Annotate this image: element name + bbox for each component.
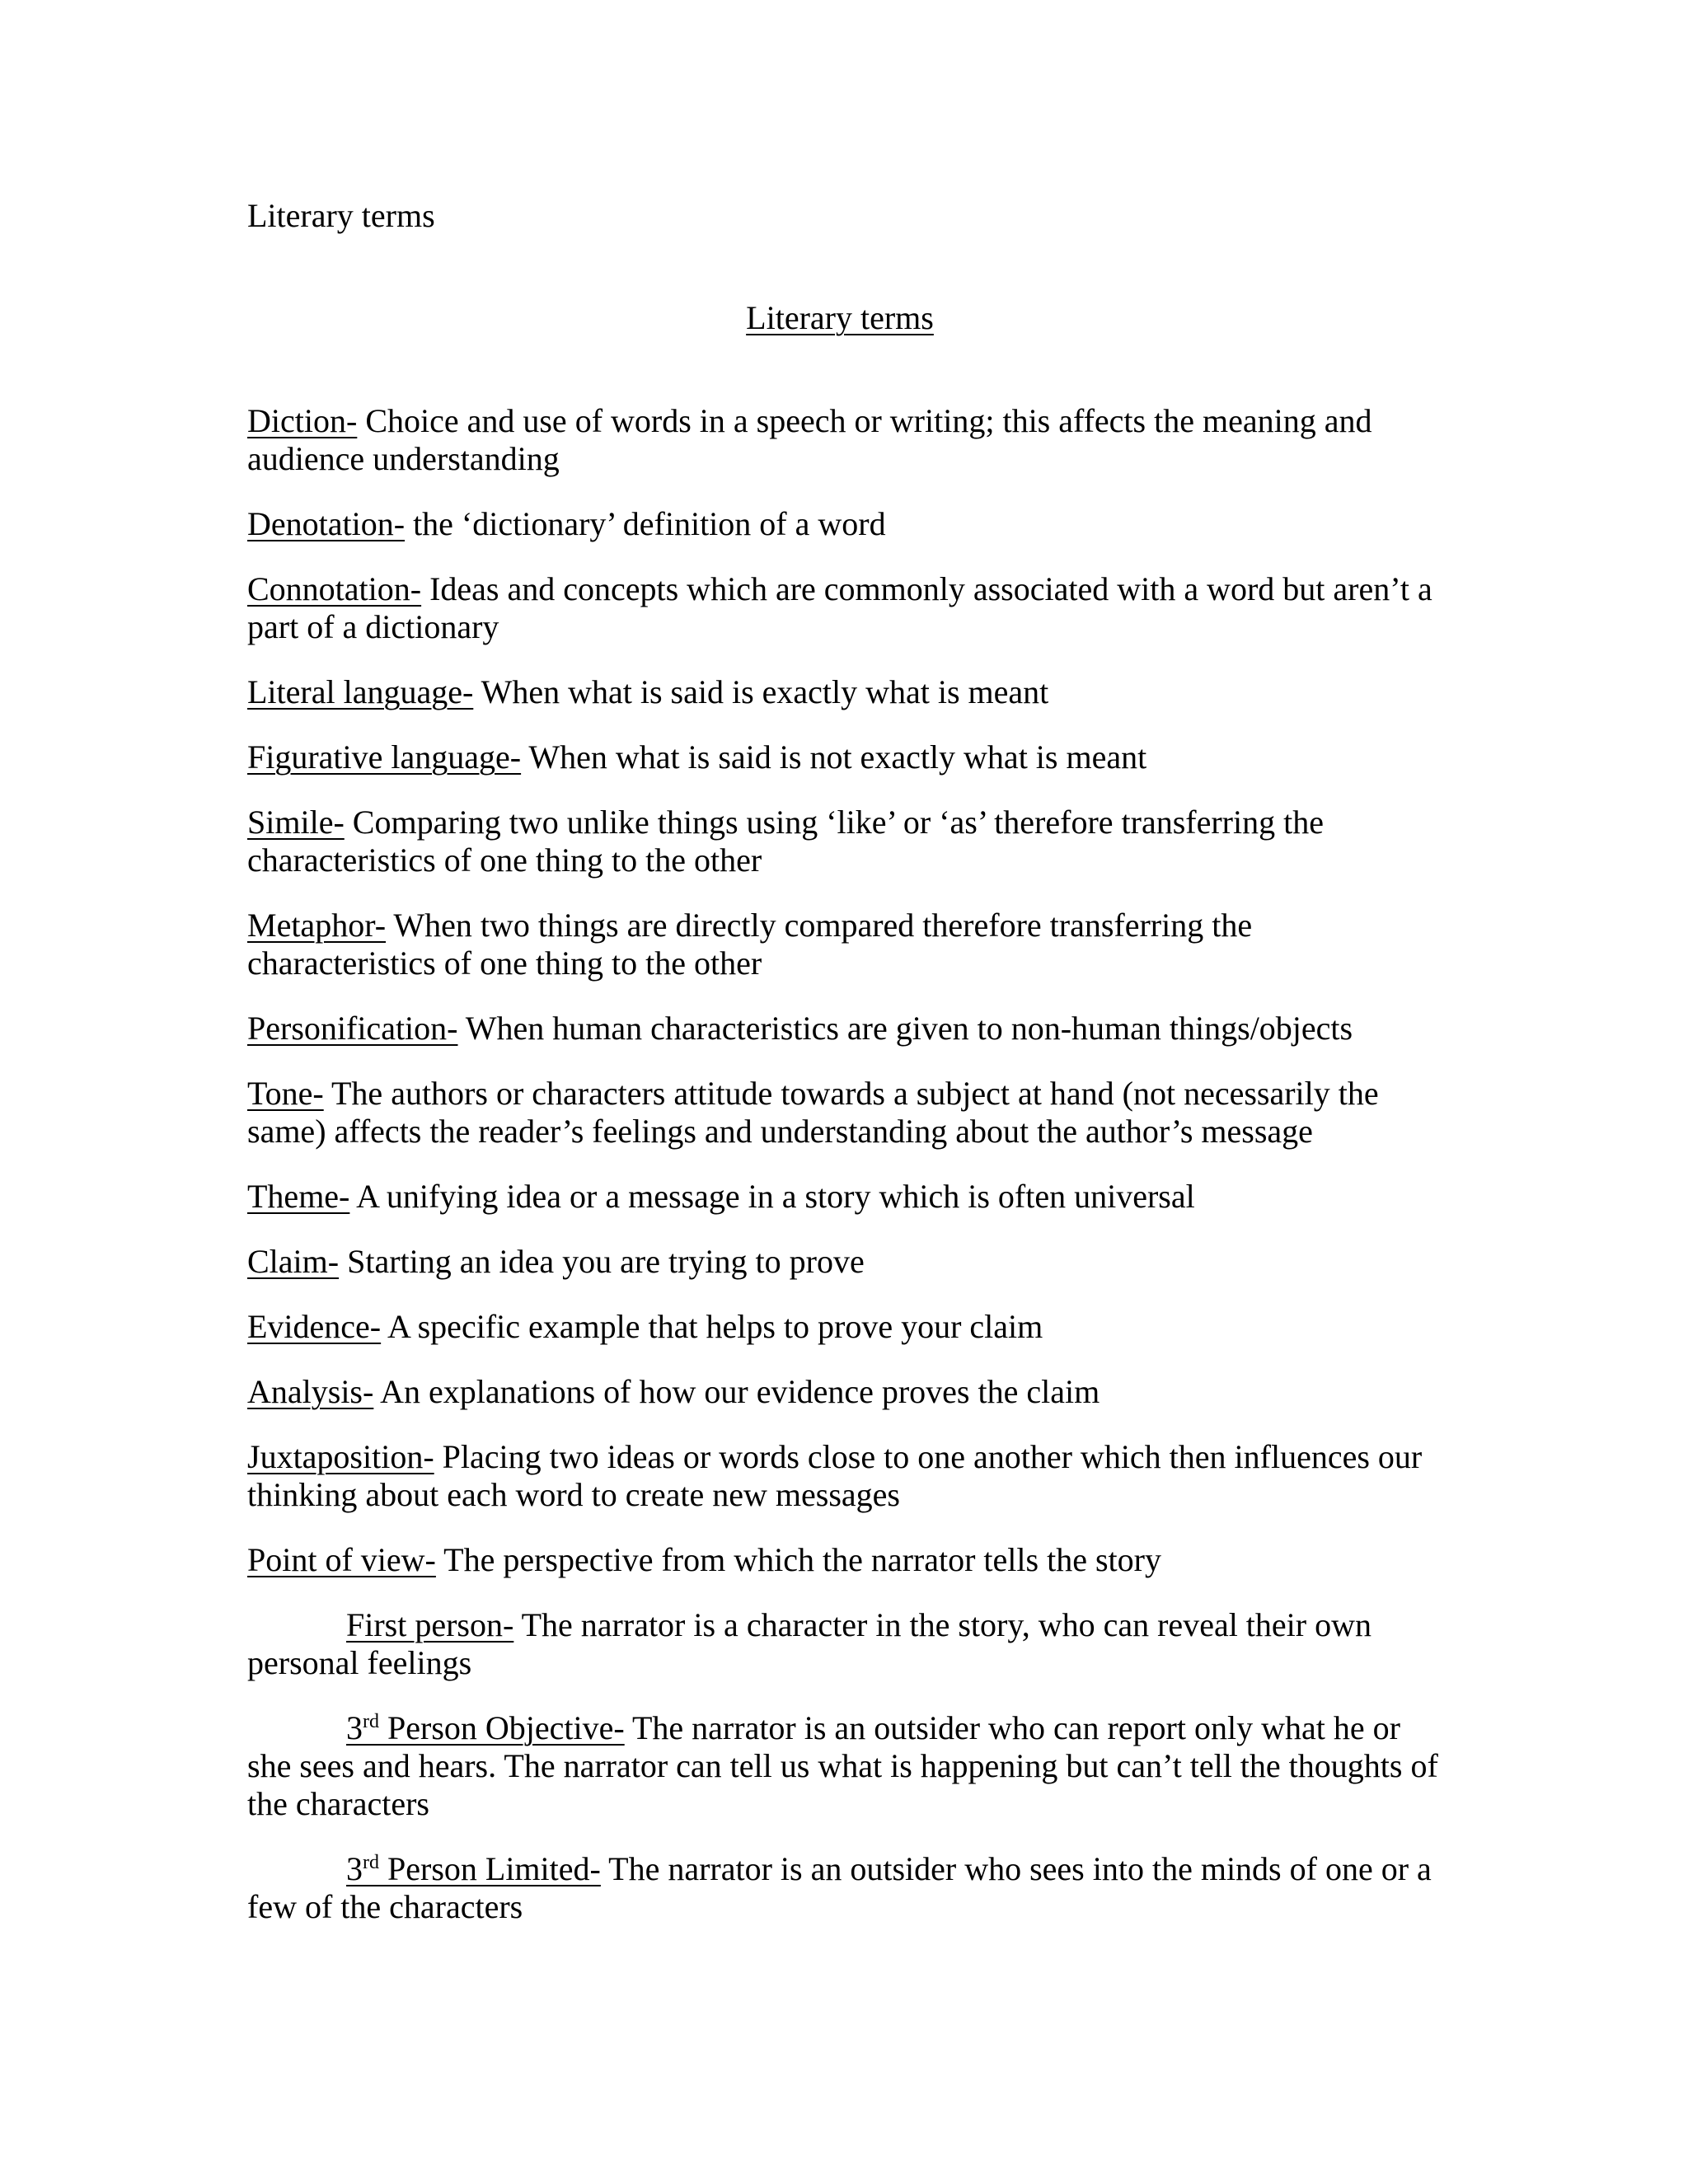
sub-term-entry-third-person-objective [247, 1709, 1442, 1823]
term-entry-evidence [247, 1308, 1442, 1346]
term-label: Connotation- [247, 570, 422, 607]
term-label: Personification- [247, 1010, 458, 1047]
term-label-rest: Person Objective- [379, 1709, 625, 1746]
term-label: Tone- [247, 1075, 324, 1112]
term-definition: A specific example that helps to prove your claim [387, 1308, 1043, 1345]
term-label-rest: Person Limited- [379, 1850, 601, 1887]
term-label: Diction- [247, 402, 358, 439]
page-header: Literary terms [247, 197, 435, 234]
term-label: Juxtaposition- [247, 1438, 434, 1475]
term-label: Simile- [247, 804, 345, 841]
term-entry-connotation [247, 570, 1442, 646]
term-label: Theme- [247, 1178, 350, 1215]
term-entry-literal-language [247, 673, 1442, 711]
term-definition: When two things are directly compared therefore transferring the characteristics of one thing to the other [247, 907, 1253, 982]
term-label [346, 1850, 601, 1887]
term-definition: Placing two ideas or words close to one another which then influences our thinking about each word to create new messages [247, 1438, 1423, 1513]
term-label: Literal language- [247, 673, 474, 710]
term-definition: When what is said is exactly what is meant [481, 673, 1049, 710]
term-number: 3 [346, 1709, 363, 1746]
term-superscript: rd [363, 1711, 379, 1732]
term-definition: The narrator is an outsider who sees into the minds of one or a few of the characters [247, 1850, 1432, 1925]
term-entry-diction [247, 402, 1442, 478]
term-definition: Starting an idea you are trying to prove [347, 1243, 865, 1280]
term-label: Metaphor- [247, 907, 387, 944]
term-label: Analysis- [247, 1373, 374, 1410]
term-definition: The perspective from which the narrator tells the story [443, 1541, 1161, 1578]
term-entry-tone [247, 1075, 1442, 1151]
term-entry-point-of-view [247, 1541, 1442, 1579]
term-definition: When what is said is not exactly what is meant [528, 738, 1147, 776]
term-definition: A unifying idea or a message in a story which is often universal [356, 1178, 1195, 1215]
term-definition: Choice and use of words in a speech or writing; this affects the meaning and audience understanding [247, 402, 1372, 477]
term-label: First person- [346, 1606, 514, 1643]
term-entry-claim [247, 1243, 1442, 1281]
document-title: Literary terms [746, 299, 934, 336]
term-entry-metaphor [247, 907, 1442, 982]
term-definition: Comparing two unlike things using ‘like’ or ‘as’ therefore transferring the characteristics of one thing to the other [247, 804, 1324, 879]
sub-term-entry-third-person-limited [247, 1850, 1442, 1926]
term-entry-theme [247, 1178, 1442, 1216]
term-label [346, 1709, 625, 1746]
term-entry-denotation [247, 505, 1442, 543]
term-definition: When human characteristics are given to non-human things/objects [465, 1010, 1353, 1047]
term-label: Claim- [247, 1243, 340, 1280]
term-entry-personification [247, 1010, 1442, 1047]
term-definition: Ideas and concepts which are commonly associated with a word but aren’t a part of a dictionary [247, 570, 1432, 645]
term-entry-simile [247, 804, 1442, 879]
term-list [247, 402, 1442, 1953]
term-label: Figurative language- [247, 738, 522, 776]
term-entry-juxtaposition [247, 1438, 1442, 1514]
term-definition: An explanations of how our evidence proves the claim [380, 1373, 1100, 1410]
term-label: Denotation- [247, 505, 406, 542]
term-definition: The narrator is a character in the story, who can reveal their own personal feelings [247, 1606, 1372, 1681]
term-superscript: rd [363, 1852, 379, 1873]
term-entry-figurative-language [247, 738, 1442, 776]
term-definition: The narrator is an outsider who can report only what he or she sees and hears. The narrator can tell us what is happening but can’t tell the thoughts of the characters [247, 1709, 1438, 1822]
term-definition: the ‘dictionary’ definition of a word [413, 505, 886, 542]
sub-term-entry-first-person [247, 1606, 1442, 1682]
term-definition: The authors or characters attitude towards a subject at hand (not necessarily the same) affects the reader’s feelings and understanding about the author’s message [247, 1075, 1379, 1150]
term-number: 3 [346, 1850, 363, 1887]
term-label: Evidence- [247, 1308, 382, 1345]
term-label: Point of view- [247, 1541, 436, 1578]
term-entry-analysis [247, 1373, 1442, 1411]
